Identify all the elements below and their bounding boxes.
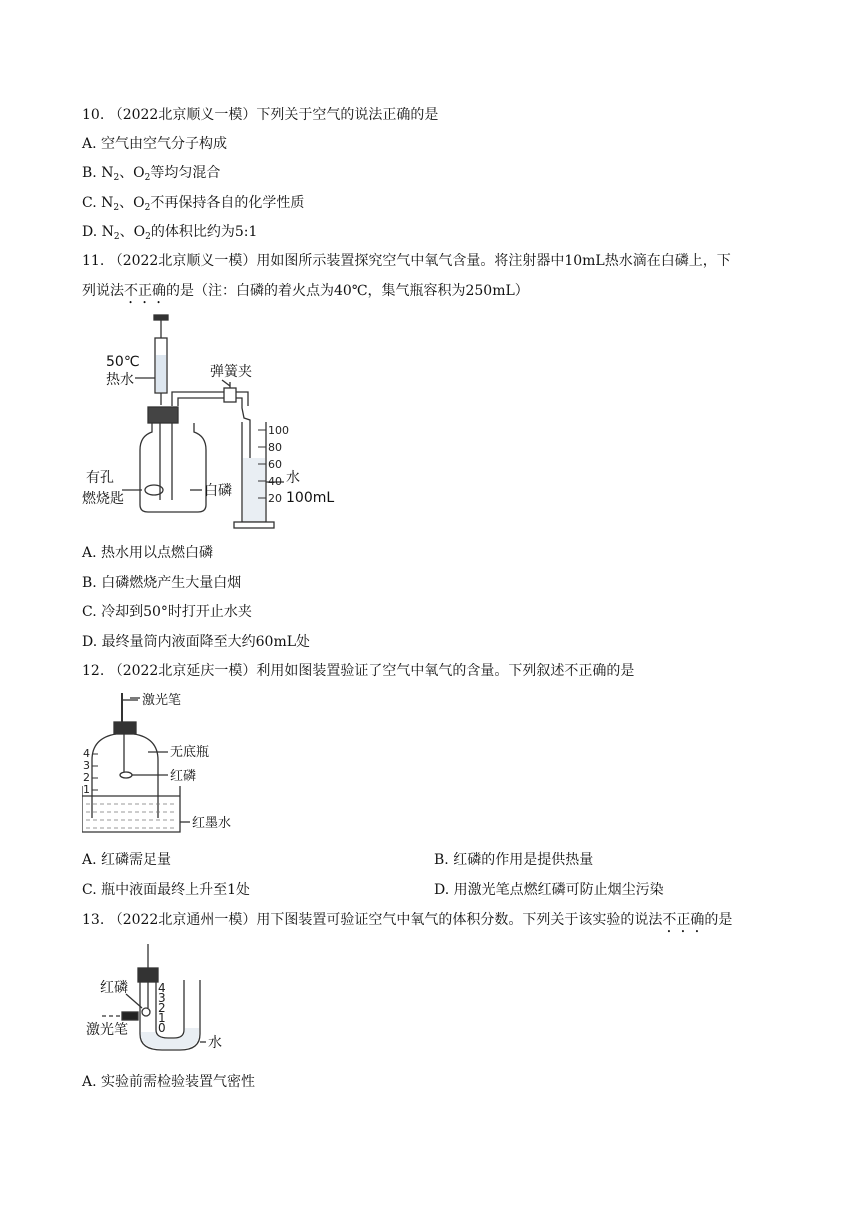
bottle-stopper (148, 407, 178, 423)
q11-option-c: C. 冷却到50°时打开止水夹 (82, 604, 252, 620)
q13-apparatus-figure (82, 940, 242, 1060)
red-ink-label: 红墨水 (192, 816, 232, 831)
u-tube-tick-label: 3 (158, 991, 166, 1005)
red-phosphorus-label: 红磷 (100, 980, 128, 996)
delivery-tube (178, 398, 250, 520)
bottle-stopper (114, 722, 136, 734)
bottomless-bottle (92, 734, 158, 818)
tube-stopper (138, 968, 158, 982)
q13-option-a: A. 实验前需检验装置气密性 (82, 1074, 256, 1090)
q12-option-c: C. 瓶中液面最终上升至1处 (82, 882, 251, 898)
q11-stem-line1: 11. （2022北京顺义一模）用如图所示装置探究空气中氧气含量。将注射器中10mL热水滴在白磷上，下 (82, 253, 731, 269)
cylinder-tick-label: 40 (268, 475, 282, 488)
u-tube-tick-label: 1 (158, 1011, 166, 1025)
bottle-tick-label: 1 (83, 783, 90, 796)
q10-stem: 10. （2022北京顺义一模）下列关于空气的说法正确的是 (82, 107, 439, 123)
q13-stem: 13. （2022北京通州一模）用下图装置可验证空气中氧气的体积分数。下列关于该实验的说法不正确的是 (82, 912, 733, 928)
cylinder-tick-label: 60 (268, 458, 282, 471)
spoon-label-line1: 有孔 (86, 470, 114, 486)
syringe-plunger-cap (154, 315, 168, 320)
bottle-tick-label: 4 (83, 747, 90, 760)
syringe-water-label: 热水 (106, 372, 134, 388)
q10-option-a: A. 空气由空气分子构成 (82, 136, 228, 152)
emphasis-text: 不正确 (662, 912, 705, 928)
u-tube-tick-label: 0 (158, 1021, 166, 1035)
gas-collection-bottle (140, 423, 206, 512)
laser-label: 激光笔 (142, 693, 182, 708)
clamp-label: 弹簧夹 (210, 364, 252, 380)
cylinder-tick-label: 100 (268, 424, 289, 437)
q11-option-d: D. 最终量筒内液面降至大约60mL处 (82, 634, 311, 650)
u-tube-tick-label: 2 (158, 1001, 166, 1015)
red-phosphorus-label: 红磷 (170, 769, 197, 784)
u-tube-tick-label: 4 (158, 981, 166, 995)
q12-stem: 12. （2022北京延庆一模）利用如图装置验证了空气中氧气的含量。下列叙述不正确的是 (82, 663, 635, 679)
emphasis-text: 不正确 (124, 283, 166, 299)
water-label: 水 (286, 470, 300, 486)
q11-option-a: A. 热水用以点燃白磷 (82, 545, 214, 561)
water-trough (82, 786, 180, 832)
laser-pen (122, 1012, 138, 1020)
bottomless-bottle-label: 无底瓶 (170, 745, 210, 760)
bottle-tick-label: 2 (83, 771, 90, 784)
q10-option-b: B. $N_2$、$O_2$等均匀混合 (82, 165, 221, 183)
syringe-temp-label: 50℃ (106, 354, 140, 370)
red-phosphorus (142, 1008, 150, 1016)
water-volume-label: 100mL (286, 490, 335, 506)
water-label: 水 (208, 1035, 222, 1051)
q11-option-b: B. 白磷燃烧产生大量白烟 (82, 575, 242, 591)
q12-option-d: D. 用激光笔点燃红磷可防止烟尘污染 (434, 882, 664, 898)
white-phosphorus-label: 白磷 (204, 483, 232, 499)
q10-option-d: D. $N_2$、$O_2$的体积比约为5:1 (82, 224, 258, 242)
bottle-tick-label: 3 (83, 759, 90, 772)
q11-stem-line2: 列说法不正确的是（注：白磷的着火点为40℃，集气瓶容积为250mL） (82, 283, 529, 299)
q12-apparatus-figure (82, 690, 282, 840)
q11-apparatus-figure (82, 310, 342, 535)
spoon-label-line2: 燃烧匙 (82, 491, 124, 507)
cylinder-tick-label: 80 (268, 441, 282, 454)
spring-clamp (224, 388, 236, 402)
q12-option-b: B. 红磷的作用是提供热量 (434, 852, 594, 868)
cylinder-tick-label: 20 (268, 492, 282, 505)
laser-label: 激光笔 (86, 1022, 128, 1038)
q10-option-c: C. $N_2$、$O_2$不再保持各自的化学性质 (82, 195, 305, 213)
q12-option-a: A. 红磷需足量 (82, 852, 172, 868)
